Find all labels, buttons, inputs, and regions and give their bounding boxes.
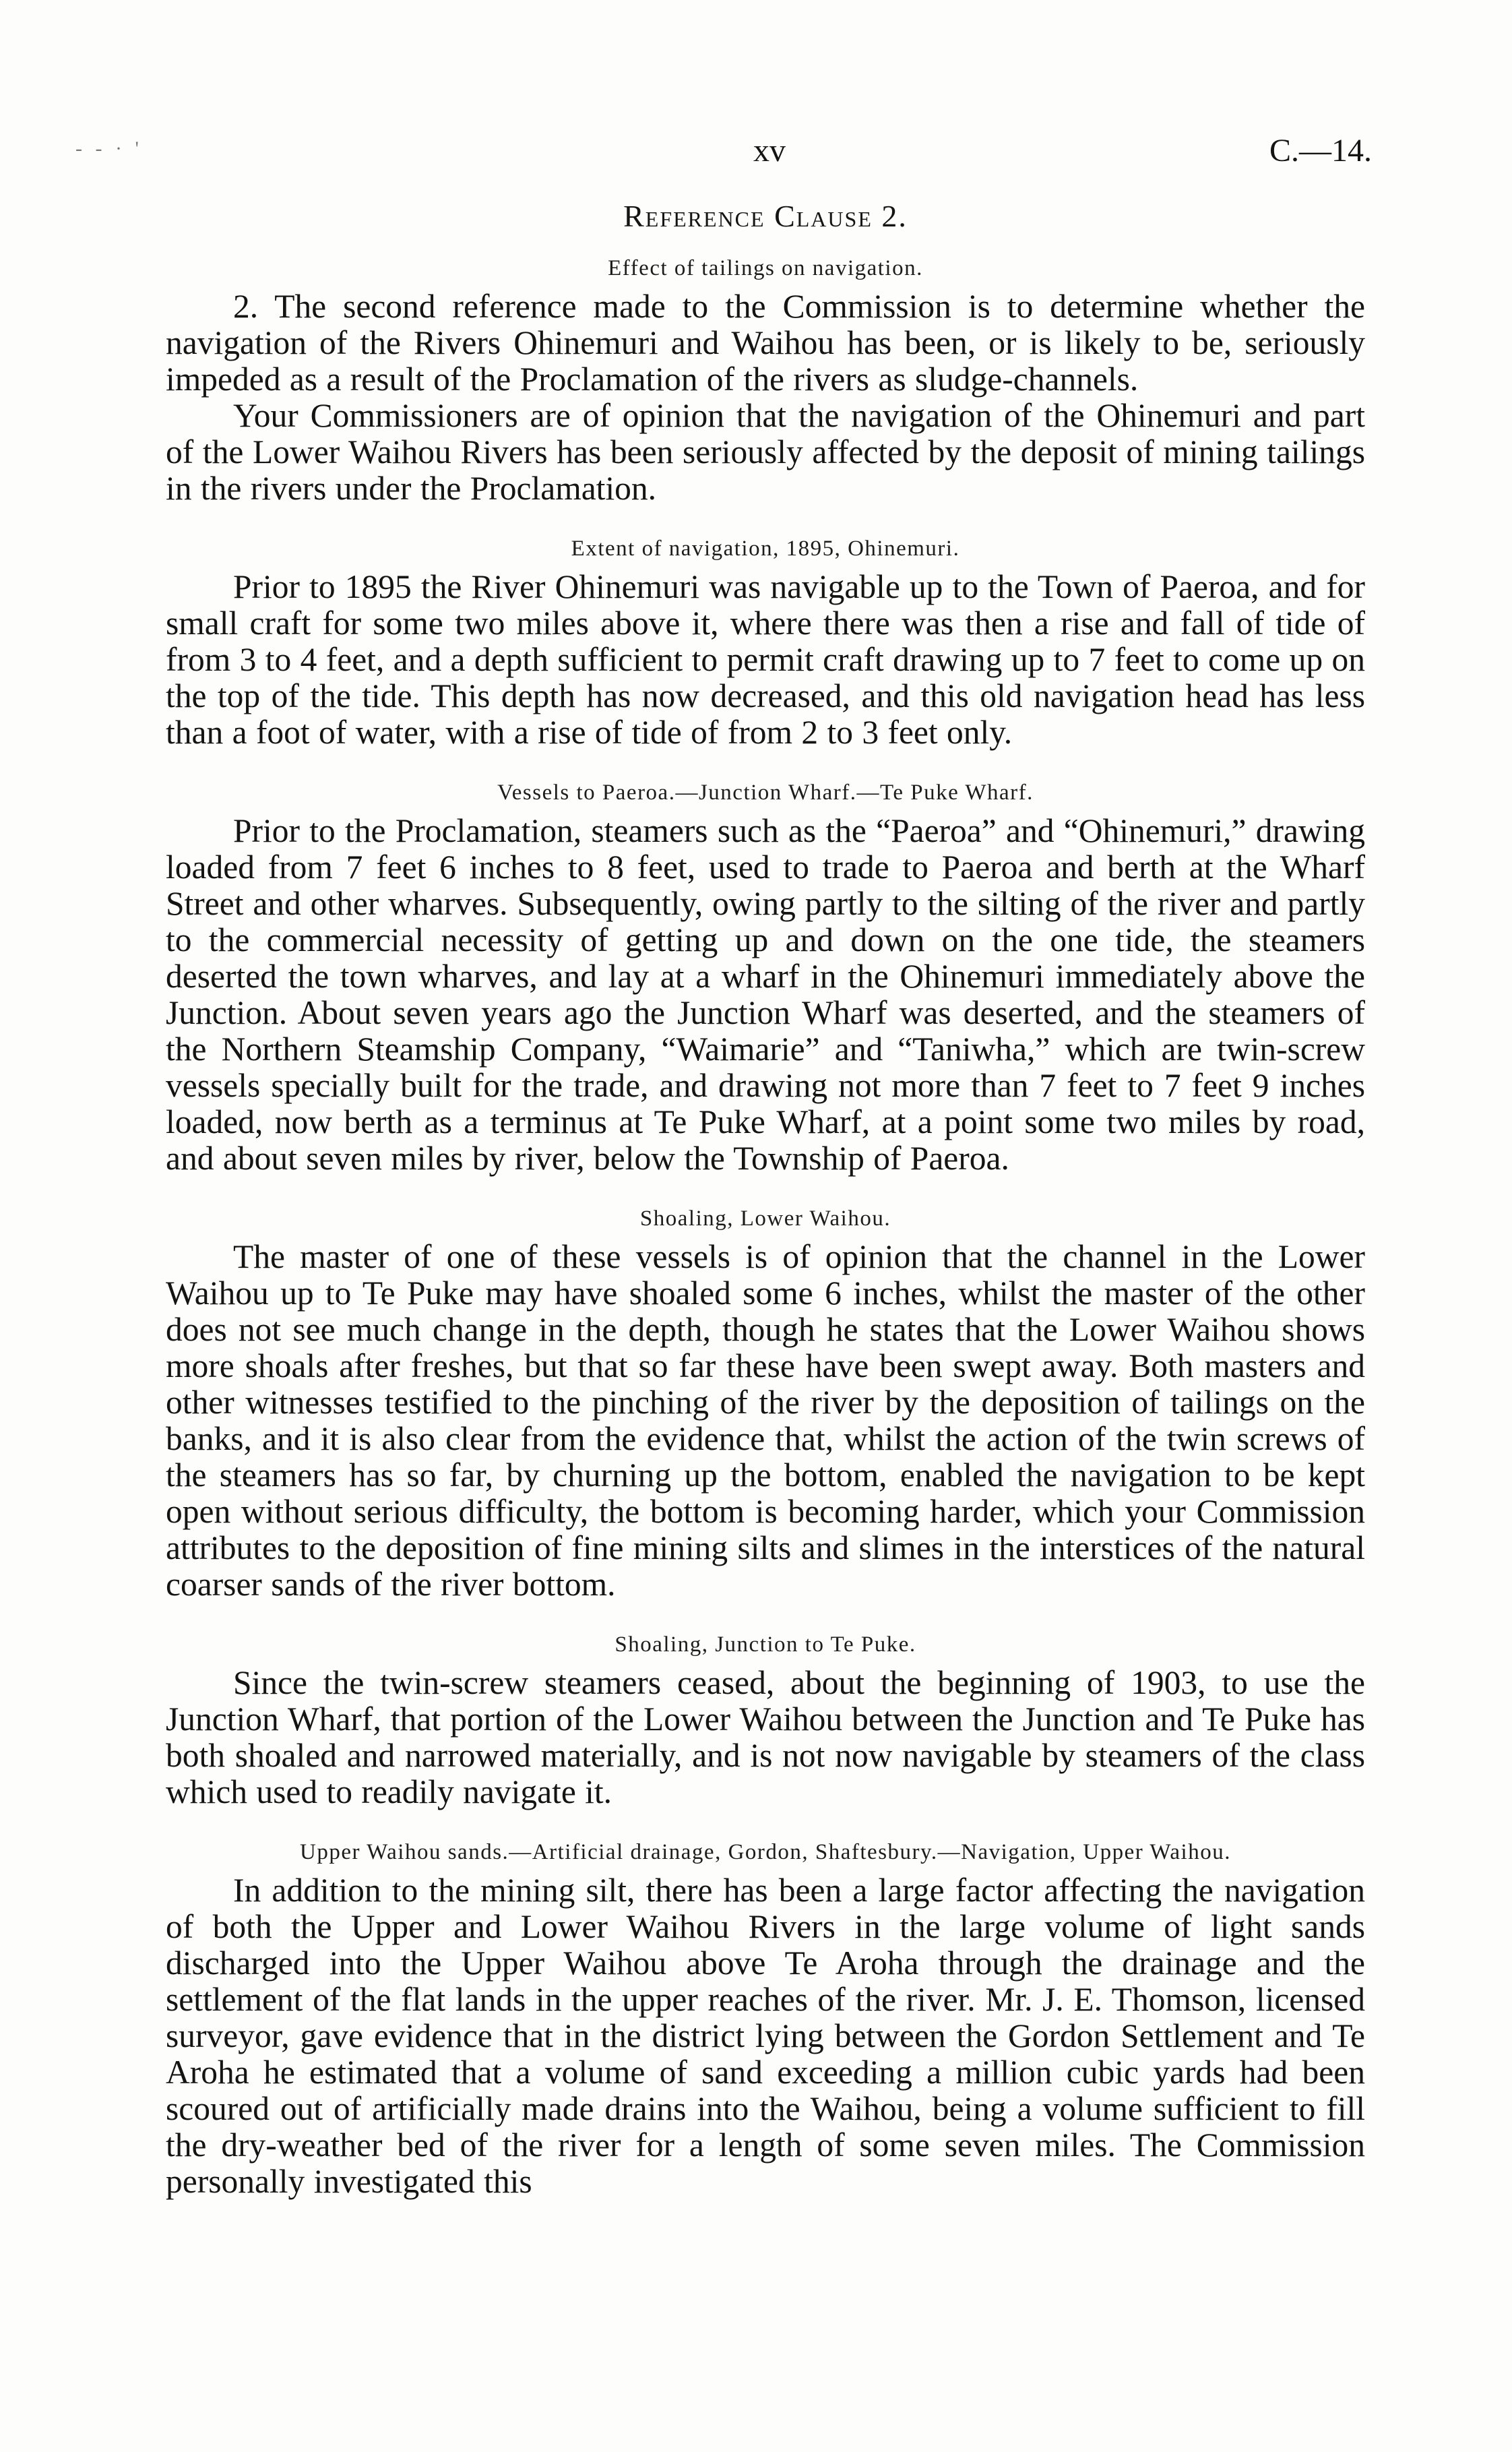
paragraph: Since the twin-screw steamers ceased, about the beginning of 1903, to use the Junction Wharf, that portion of the Lower Waihou between the Junction and Te Puke has both shoaled and narrowed materially, and is not now navigable by steamers of the class which used to readily navigate it. bbox=[166, 1664, 1365, 1810]
paragraph: Prior to 1895 the River Ohinemuri was navigable up to the Town of Paeroa, and for small craft for some two miles above it, where there was then a rise and fall of tide of from 3 to 4 feet, and a depth sufficient to permit craft drawing up to 7 feet to come up on the top of the tide. This depth has now decreased, and this old navigation head has less than a foot of water, with a rise of tide of from 2 to 3 feet only. bbox=[166, 568, 1365, 751]
side-heading: Vessels to Paeroa.—Junction Wharf.—Te Puke Wharf. bbox=[497, 780, 1034, 805]
side-heading: Shoaling, Junction to Te Puke. bbox=[615, 1632, 916, 1657]
document-code: C.—14. bbox=[1269, 133, 1372, 168]
clause-heading: Reference Clause 2. bbox=[623, 199, 908, 233]
paragraph: The master of one of these vessels is of opinion that the channel in the Lower Waihou up to Te Puke may have shoaled some 6 inches, whilst the master of the other does not see much change in the depth, though he states that the Lower Waihou shows more shoals after freshes, but that so far these have been swept away. Both masters and other witnesses testified to the pinching of the river by the deposition of tailings on the banks, and it is also clear from the evidence that, whilst the action of the twin screws of the steamers has so far, by churning up the bottom, enabled the navigation to be kept open without serious difficulty, the bottom is becoming harder, which your Commission attributes to the deposition of fine mining silts and slimes in the interstices of the natural coarser sands of the river bottom. bbox=[166, 1238, 1365, 1603]
side-heading: Upper Waihou sands.—Artificial drainage, Gordon, Shaftesbury.—Navigation, Upper Waihou. bbox=[300, 1840, 1231, 1864]
paragraph: Prior to the Proclamation, steamers such as the “Paeroa” and “Ohinemuri,” drawing loaded from 7 feet 6 inches to 8 feet, used to trade to Paeroa and berth at the Wharf Street and other wharves. Subsequently, owing partly to the silting of the river and partly to the commercial necessity of getting up and down on the one tide, the steamers deserted the town wharves, and lay at a wharf in the Ohinemuri immediately above the Junction. About seven years ago the Junction Wharf was deserted, and the steamers of the Northern Steamship Company, “Waimarie” and “Taniwha,” which are twin-screw vessels specially built for the trade, and drawing not more than 7 feet to 7 feet 9 inches loaded, now berth as a terminus at Te Puke Wharf, at a point some two miles by road, and about seven miles by river, below the Township of Paeroa. bbox=[166, 812, 1365, 1177]
paragraph: In addition to the mining silt, there has been a large factor affecting the navigation of both the Upper and Lower Waihou Rivers in the large volume of light sands discharged into the Upper Waihou above Te Aroha through the drainage and the settlement of the flat lands in the upper reaches of the river. Mr. J. E. Thomson, licensed surveyor, gave evidence that in the district lying between the Gordon Settlement and Te Aroha he estimated that a volume of sand exceeding a million cubic yards had been scoured out of artificially made drains into the Waihou, being a volume sufficient to fill the dry-weather bed of the river for a length of some seven miles. The Commission personally investigated this bbox=[166, 1872, 1365, 2200]
section-vessels-to-paeroa bbox=[166, 778, 1365, 1177]
section-effect-of-tailings bbox=[166, 253, 1365, 507]
side-heading: Effect of tailings on navigation. bbox=[608, 256, 923, 280]
section-upper-waihou-sands bbox=[166, 1837, 1365, 2200]
body-text bbox=[166, 197, 1365, 2200]
paragraph: Your Commissioners are of opinion that the navigation of the Ohinemuri and part of the Lower Waihou Rivers has been seriously affected by the deposit of mining tailings in the rivers under the Proclamation. bbox=[166, 397, 1365, 507]
side-heading: Extent of navigation, 1895, Ohinemuri. bbox=[571, 537, 960, 561]
page-number: xv bbox=[753, 133, 786, 168]
section-shoaling-lower-waihou bbox=[166, 1204, 1365, 1603]
paragraph: 2. The second reference made to the Commission is to determine whether the navigation of the Rivers Ohinemuri and Waihou has been, or is likely to be, seriously impeded as a result of the Proclamation of the rivers as sludge-channels. bbox=[166, 288, 1365, 398]
section-extent-of-navigation bbox=[166, 534, 1365, 751]
margin-speck: - - · ' bbox=[75, 137, 143, 160]
side-heading: Shoaling, Lower Waihou. bbox=[639, 1206, 891, 1231]
section-shoaling-junction bbox=[166, 1630, 1365, 1810]
